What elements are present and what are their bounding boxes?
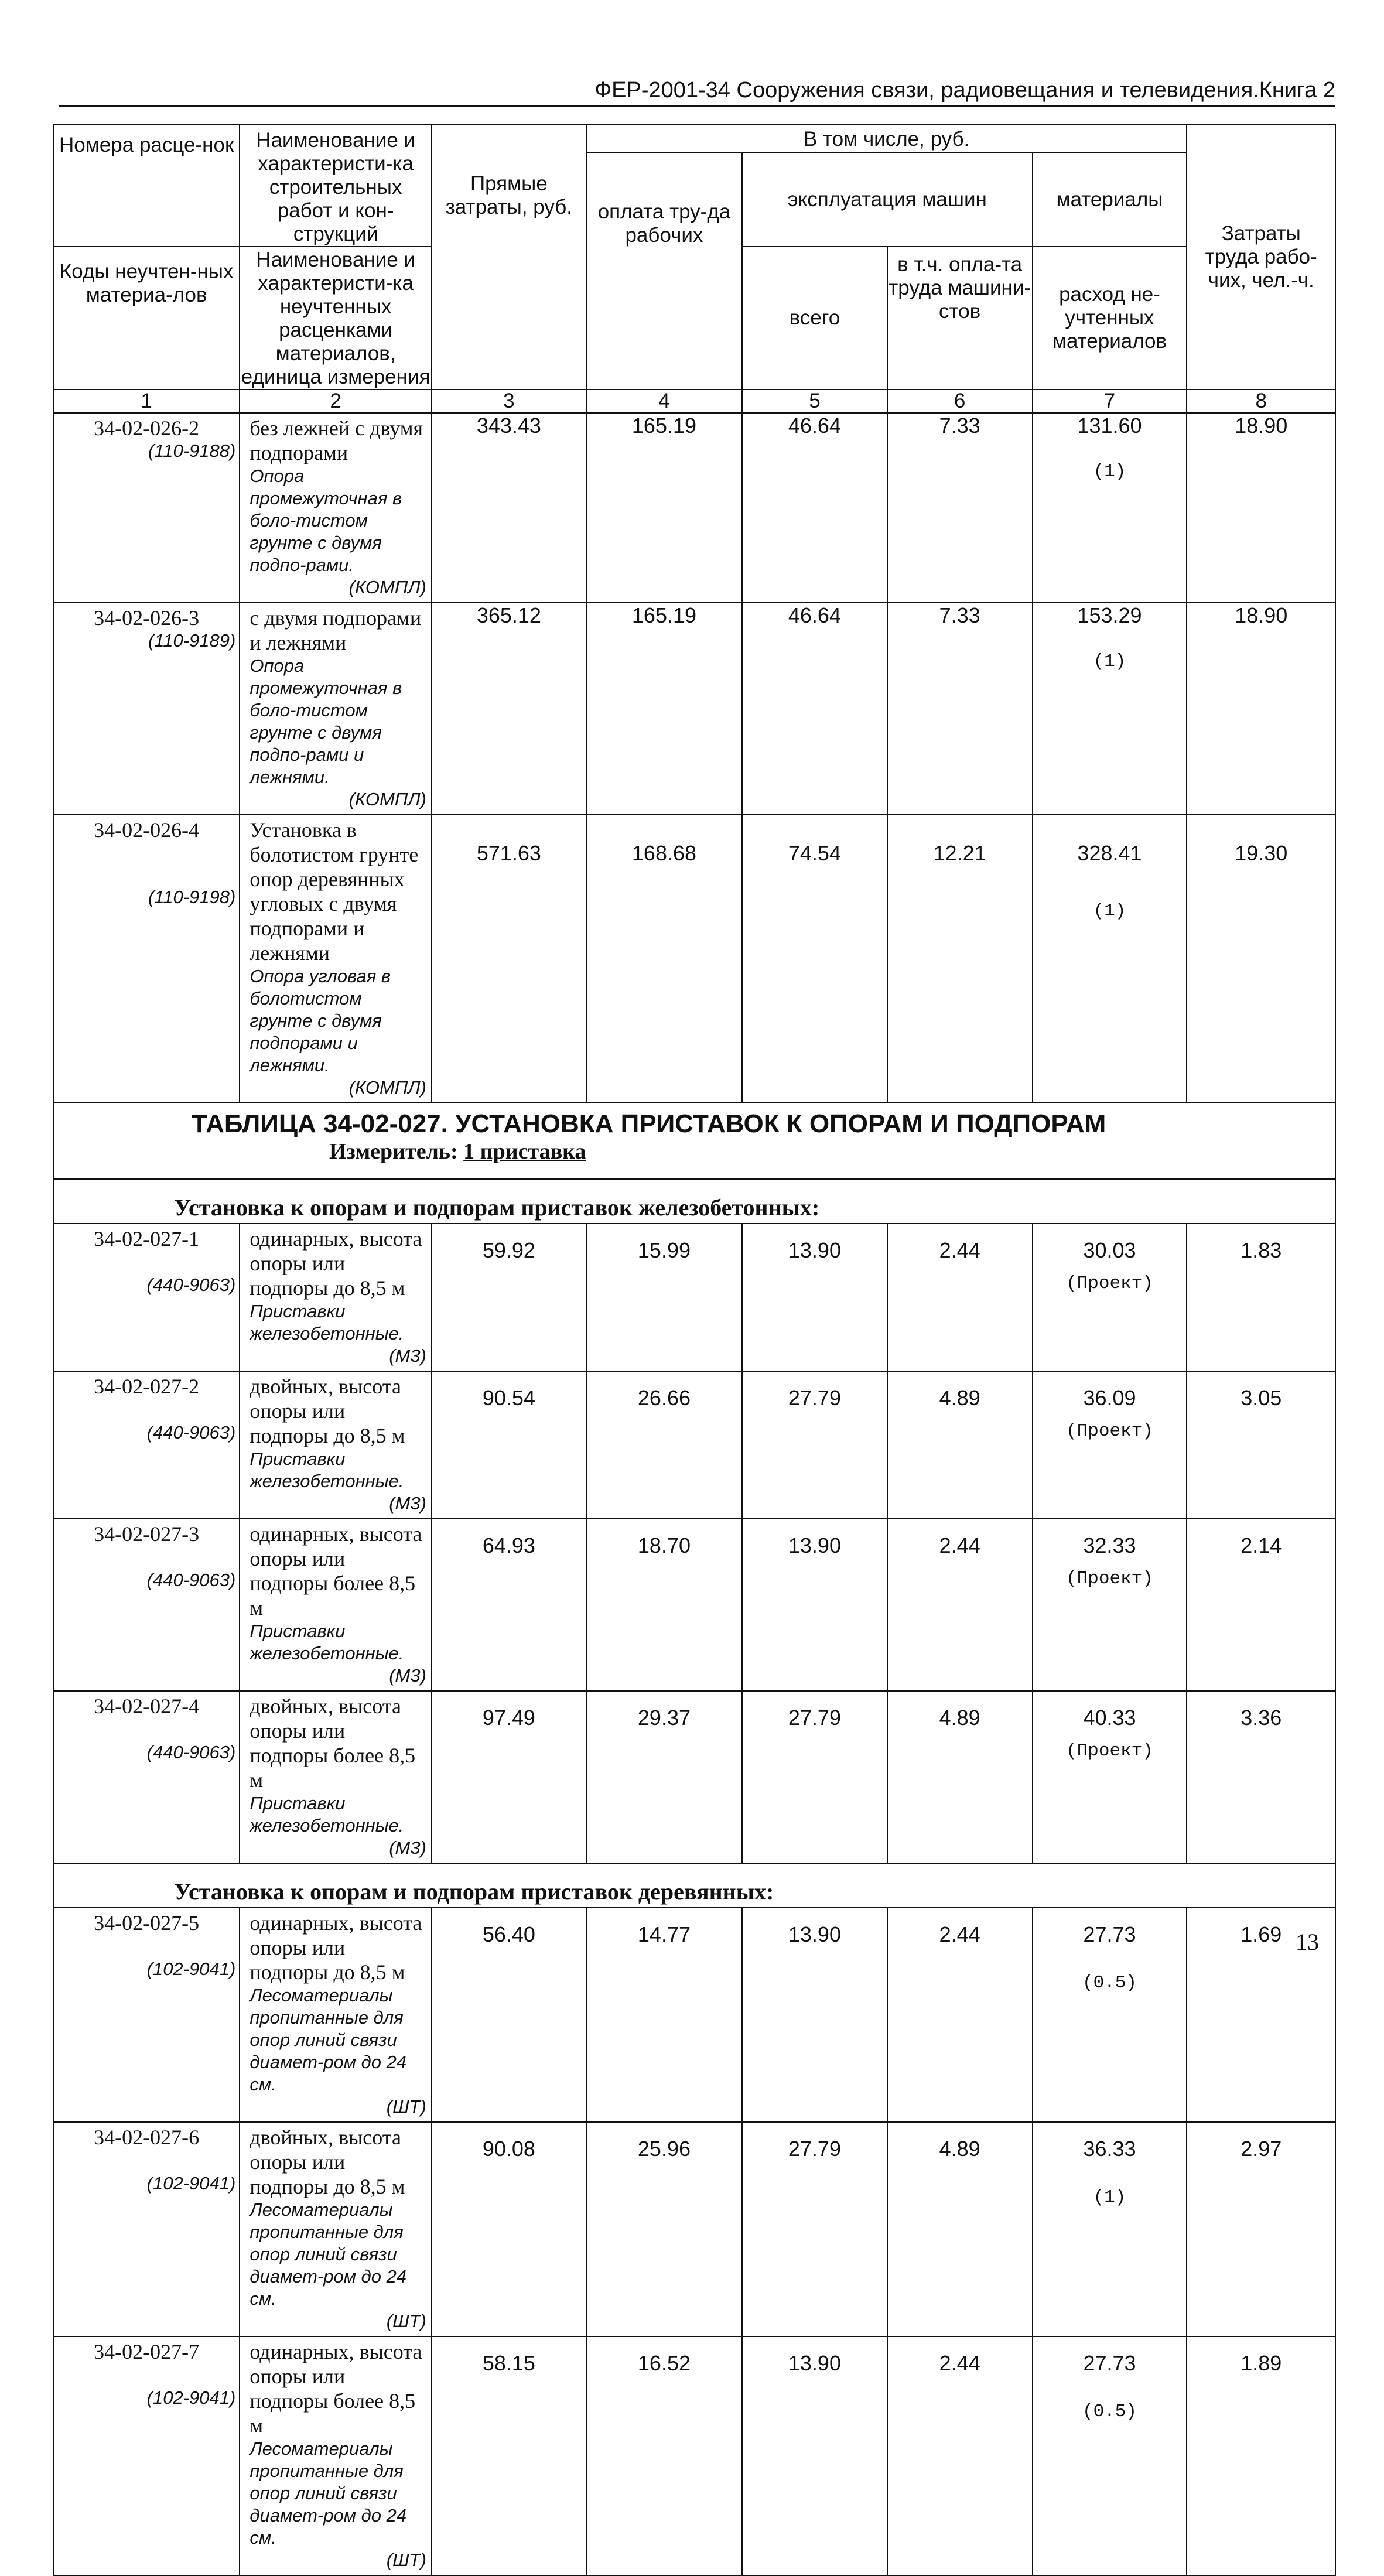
- labor-pay: 168.68: [586, 815, 742, 1103]
- page-number: 13: [1296, 1929, 1319, 1955]
- table-row: [53, 413, 1335, 603]
- machinist-pay: 2.44: [887, 2336, 1033, 2575]
- rate-name-cell: [240, 1908, 432, 2122]
- machinist-pay: 4.89: [887, 1691, 1033, 1863]
- work-name: одинарных, высота опоры или подпоры более 8,5 м: [250, 1522, 422, 1620]
- material-unit: (ШТ): [386, 2311, 426, 2331]
- labor-hours: 1.89: [1187, 2336, 1335, 2575]
- table-row: [53, 2336, 1335, 2575]
- material-unit: (М3): [389, 1493, 426, 1514]
- work-name: без лежней с двумя подпорами: [250, 416, 423, 464]
- labor-hours: 2.14: [1187, 1519, 1335, 1691]
- section-heading: Установка к опорам и подпорам приставок деревянных:: [53, 1863, 1335, 1908]
- machinist-pay: 2.44: [887, 1224, 1033, 1371]
- header-work-name: Наименование и характеристи-ка строительных работ и кон-струкций: [240, 125, 432, 247]
- section-row: [53, 1179, 1335, 1224]
- table-title-row: [53, 1103, 1335, 1179]
- rate-code-cell: [53, 603, 240, 815]
- meter-label: Измеритель:: [329, 1139, 458, 1164]
- header-including: В том числе, руб.: [586, 125, 1187, 153]
- rate-code: 34-02-027-1: [94, 1227, 200, 1251]
- material-unit: (М3): [389, 1837, 426, 1858]
- meter-value: 1 приставка: [463, 1139, 586, 1164]
- labor-pay: 18.70: [586, 1519, 742, 1691]
- work-name: двойных, высота опоры или подпоры до 8,5 м: [250, 1375, 405, 1447]
- rate-code-cell: [53, 815, 240, 1103]
- material-code: (440-9063): [146, 1422, 236, 1443]
- direct-costs: 58.15: [432, 2336, 586, 2575]
- column-number: 8: [1187, 390, 1335, 413]
- labor-pay: 165.19: [586, 413, 742, 603]
- material-name: Приставки железобетонные.: [250, 1301, 404, 1344]
- column-number: 2: [240, 390, 432, 413]
- material-quantity: (1): [1093, 2187, 1126, 2208]
- labor-hours: 1.83: [1187, 1224, 1335, 1371]
- header-unaccounted-materials: расход не-учтенных материалов: [1033, 247, 1187, 390]
- rate-name-cell: [240, 1519, 432, 1691]
- materials-cell: [1033, 603, 1187, 815]
- labor-hours: 2.97: [1187, 2122, 1335, 2336]
- work-name: Установка в болотистом грунте опор деревянных угловых с двумя подпорами и лежнями: [250, 818, 419, 965]
- header-labor-costs: Затраты труда рабо-чих, чел.-ч.: [1187, 125, 1335, 390]
- meter-line: [192, 1139, 1335, 1168]
- material-name: Опора промежуточная в боло-тистом грунте с двумя подпо-рами.: [250, 466, 402, 575]
- material-name: Приставки железобетонные.: [250, 1448, 404, 1491]
- rate-code: 34-02-027-2: [94, 1375, 200, 1398]
- materials-cost: 36.09: [1083, 1386, 1136, 1410]
- machine-total: 46.64: [742, 413, 887, 603]
- header-direct-costs: Прямые затраты, руб.: [432, 125, 586, 390]
- work-name: одинарных, высота опоры или подпоры до 8,5 м: [250, 1227, 422, 1300]
- materials-cost: 27.73: [1083, 2351, 1136, 2375]
- machine-total: 13.90: [742, 1908, 887, 2122]
- section-row: [53, 1863, 1335, 1908]
- header-labor-pay: оплата тру-да рабочих: [586, 153, 742, 390]
- material-quantity: (1): [1093, 901, 1126, 921]
- material-unit: (КОМПЛ): [348, 1077, 426, 1098]
- material-unit: (ШТ): [386, 2550, 426, 2570]
- table-row: [53, 815, 1335, 1103]
- material-unit: (М3): [389, 1345, 426, 1366]
- materials-cost: 40.33: [1083, 1706, 1136, 1730]
- rate-code: 34-02-026-2: [94, 416, 200, 440]
- rate-code: 34-02-026-3: [94, 606, 200, 630]
- material-name: Лесоматериалы пропитанные для опор линий связи диамет-ром до 24 см.: [250, 2199, 407, 2309]
- header-machinist-pay: в т.ч. опла-та труда машини-стов: [887, 247, 1033, 390]
- direct-costs: 90.08: [432, 2122, 586, 2336]
- rate-code-cell: [53, 1224, 240, 1371]
- material-code: (110-9188): [148, 440, 236, 461]
- labor-hours: 3.05: [1187, 1371, 1335, 1519]
- header-materials: материалы: [1033, 153, 1187, 247]
- materials-cost: 32.33: [1083, 1533, 1136, 1557]
- column-number: 1: [53, 390, 240, 413]
- column-numbers-row: [53, 390, 1335, 413]
- table-title: ТАБЛИЦА 34-02-027. УСТАНОВКА ПРИСТАВОК К ОПОРАМ И ПОДПОРАМ: [192, 1109, 1106, 1138]
- material-quantity: (Проект): [1066, 1569, 1153, 1589]
- rate-name-cell: [240, 1691, 432, 1863]
- machine-total: 46.64: [742, 603, 887, 815]
- materials-cell: [1033, 815, 1187, 1103]
- rate-code: 34-02-027-7: [94, 2340, 200, 2363]
- direct-costs: 343.43: [432, 413, 586, 603]
- column-number: 5: [742, 390, 887, 413]
- rate-code-cell: [53, 2122, 240, 2336]
- table-row: [53, 1691, 1335, 1863]
- rate-name-cell: [240, 1224, 432, 1371]
- labor-hours: 18.90: [1187, 413, 1335, 603]
- rate-code: 34-02-027-5: [94, 1911, 200, 1935]
- materials-cost: 27.73: [1083, 1922, 1136, 1946]
- materials-cell: [1033, 2336, 1187, 2575]
- materials-cost: 36.33: [1083, 2137, 1136, 2161]
- materials-cell: [1033, 1908, 1187, 2122]
- direct-costs: 365.12: [432, 603, 586, 815]
- direct-costs: 64.93: [432, 1519, 586, 1691]
- machine-total: 27.79: [742, 1371, 887, 1519]
- machine-total: 13.90: [742, 1519, 887, 1691]
- labor-pay: 29.37: [586, 1691, 742, 1863]
- rate-code-cell: [53, 1519, 240, 1691]
- material-code: (110-9198): [148, 887, 236, 907]
- labor-pay: 14.77: [586, 1908, 742, 2122]
- header-machine-total: всего: [742, 247, 887, 390]
- header-machine-operation: эксплуатация машин: [742, 153, 1032, 247]
- direct-costs: 571.63: [432, 815, 586, 1103]
- direct-costs: 56.40: [432, 1908, 586, 2122]
- material-unit: (ШТ): [386, 2096, 426, 2117]
- rate-code-cell: [53, 1908, 240, 2122]
- table-row: [53, 1371, 1335, 1519]
- labor-hours: 1.69: [1187, 1908, 1335, 2122]
- rate-code: 34-02-026-4: [94, 818, 200, 842]
- column-number: 4: [586, 390, 742, 413]
- column-number: 3: [432, 390, 586, 413]
- machinist-pay: 7.33: [887, 413, 1033, 603]
- direct-costs: 90.54: [432, 1371, 586, 1519]
- materials-cost: 131.60: [1077, 414, 1142, 438]
- work-name: с двумя подпорами и лежнями: [250, 606, 422, 654]
- material-code: (440-9063): [146, 1275, 236, 1295]
- table-title-cell: [53, 1103, 1335, 1179]
- rate-code-cell: [53, 1691, 240, 1863]
- table-row: [53, 1519, 1335, 1691]
- labor-pay: 26.66: [586, 1371, 742, 1519]
- rate-code: 34-02-027-4: [94, 1694, 200, 1718]
- header-unaccounted-name: Наименование и характеристи-ка неучтенных расценками материалов, единица измерения: [240, 247, 432, 390]
- machinist-pay: 4.89: [887, 2122, 1033, 2336]
- labor-hours: 19.30: [1187, 815, 1335, 1103]
- materials-cell: [1033, 1224, 1187, 1371]
- direct-costs: 59.92: [432, 1224, 586, 1371]
- section-heading: Установка к опорам и подпорам приставок железобетонных:: [53, 1179, 1335, 1224]
- materials-cell: [1033, 1371, 1187, 1519]
- material-quantity: (Проект): [1066, 1273, 1153, 1294]
- machinist-pay: 2.44: [887, 1908, 1033, 2122]
- rate-code-cell: [53, 1371, 240, 1519]
- material-name: Опора промежуточная в боло-тистом грунте с двумя подпо-рами и лежнями.: [250, 655, 402, 787]
- work-name: двойных, высота опоры или подпоры до 8,5 м: [250, 2126, 405, 2198]
- machine-total: 13.90: [742, 1224, 887, 1371]
- rate-name-cell: [240, 603, 432, 815]
- machinist-pay: 7.33: [887, 603, 1033, 815]
- machine-total: 27.79: [742, 2122, 887, 2336]
- header-rates-numbers: Номера расце-нок: [53, 125, 240, 247]
- rate-name-cell: [240, 815, 432, 1103]
- material-quantity: (0.5): [1082, 1973, 1137, 1993]
- material-unit: (КОМПЛ): [348, 789, 426, 809]
- materials-cell: [1033, 1519, 1187, 1691]
- material-name: Лесоматериалы пропитанные для опор линий связи диамет-ром до 24 см.: [250, 2438, 407, 2548]
- materials-cost: 153.29: [1077, 603, 1142, 627]
- rate-code: 34-02-027-3: [94, 1522, 200, 1546]
- material-code: (110-9189): [148, 630, 236, 651]
- material-quantity: (Проект): [1066, 1741, 1153, 1761]
- material-code: (102-9041): [146, 2387, 236, 2408]
- running-header: ФЕР-2001-34 Сооружения связи, радиовещания и телевидения.Книга 2: [59, 75, 1335, 107]
- material-unit: (КОМПЛ): [348, 577, 426, 597]
- machinist-pay: 12.21: [887, 815, 1033, 1103]
- labor-pay: 15.99: [586, 1224, 742, 1371]
- material-code: (102-9041): [146, 2173, 236, 2194]
- column-number: 6: [887, 390, 1033, 413]
- material-quantity: (0.5): [1082, 2401, 1137, 2422]
- material-quantity: (1): [1093, 651, 1126, 672]
- material-name: Приставки железобетонные.: [250, 1621, 404, 1663]
- header-codes-unaccounted: Коды неучтен-ных материа-лов: [53, 247, 240, 390]
- material-quantity: (1): [1093, 462, 1126, 482]
- direct-costs: 97.49: [432, 1691, 586, 1863]
- rate-code-cell: [53, 413, 240, 603]
- machine-total: 74.54: [742, 815, 887, 1103]
- material-unit: (М3): [389, 1665, 426, 1686]
- rate-name-cell: [240, 413, 432, 603]
- material-name: Лесоматериалы пропитанные для опор линий связи диамет-ром до 24 см.: [250, 1985, 407, 2095]
- labor-hours: 3.36: [1187, 1691, 1335, 1863]
- rate-name-cell: [240, 2122, 432, 2336]
- material-code: (102-9041): [146, 1959, 236, 1979]
- machinist-pay: 4.89: [887, 1371, 1033, 1519]
- material-name: Опора угловая в болотистом грунте с двумя подпорами и лежнями.: [250, 966, 391, 1075]
- table-row: [53, 2122, 1335, 2336]
- rate-code: 34-02-027-6: [94, 2126, 200, 2149]
- work-name: одинарных, высота опоры или подпоры более 8,5 м: [250, 2340, 422, 2437]
- labor-pay: 165.19: [586, 603, 742, 815]
- table-row: [53, 1224, 1335, 1371]
- labor-hours: 18.90: [1187, 603, 1335, 815]
- machinist-pay: 2.44: [887, 1519, 1033, 1691]
- labor-pay: 16.52: [586, 2336, 742, 2575]
- table-row: [53, 1908, 1335, 2122]
- machine-total: 27.79: [742, 1691, 887, 1863]
- rate-name-cell: [240, 1371, 432, 1519]
- materials-cost: 30.03: [1083, 1238, 1136, 1262]
- materials-cost: 328.41: [1077, 841, 1142, 865]
- materials-cell: [1033, 1691, 1187, 1863]
- material-quantity: (Проект): [1066, 1421, 1153, 1441]
- material-code: (440-9063): [146, 1742, 236, 1762]
- rate-code-cell: [53, 2336, 240, 2575]
- labor-pay: 25.96: [586, 2122, 742, 2336]
- column-number: 7: [1033, 390, 1187, 413]
- work-name: одинарных, высота опоры или подпоры до 8,5 м: [250, 1911, 422, 1984]
- material-code: (440-9063): [146, 1570, 236, 1590]
- rates-table: [53, 124, 1336, 2576]
- materials-cell: [1033, 413, 1187, 603]
- table-row: [53, 603, 1335, 815]
- materials-cell: [1033, 2122, 1187, 2336]
- material-name: Приставки железобетонные.: [250, 1793, 404, 1836]
- work-name: двойных, высота опоры или подпоры более 8,5 м: [250, 1694, 416, 1792]
- rate-name-cell: [240, 2336, 432, 2575]
- machine-total: 13.90: [742, 2336, 887, 2575]
